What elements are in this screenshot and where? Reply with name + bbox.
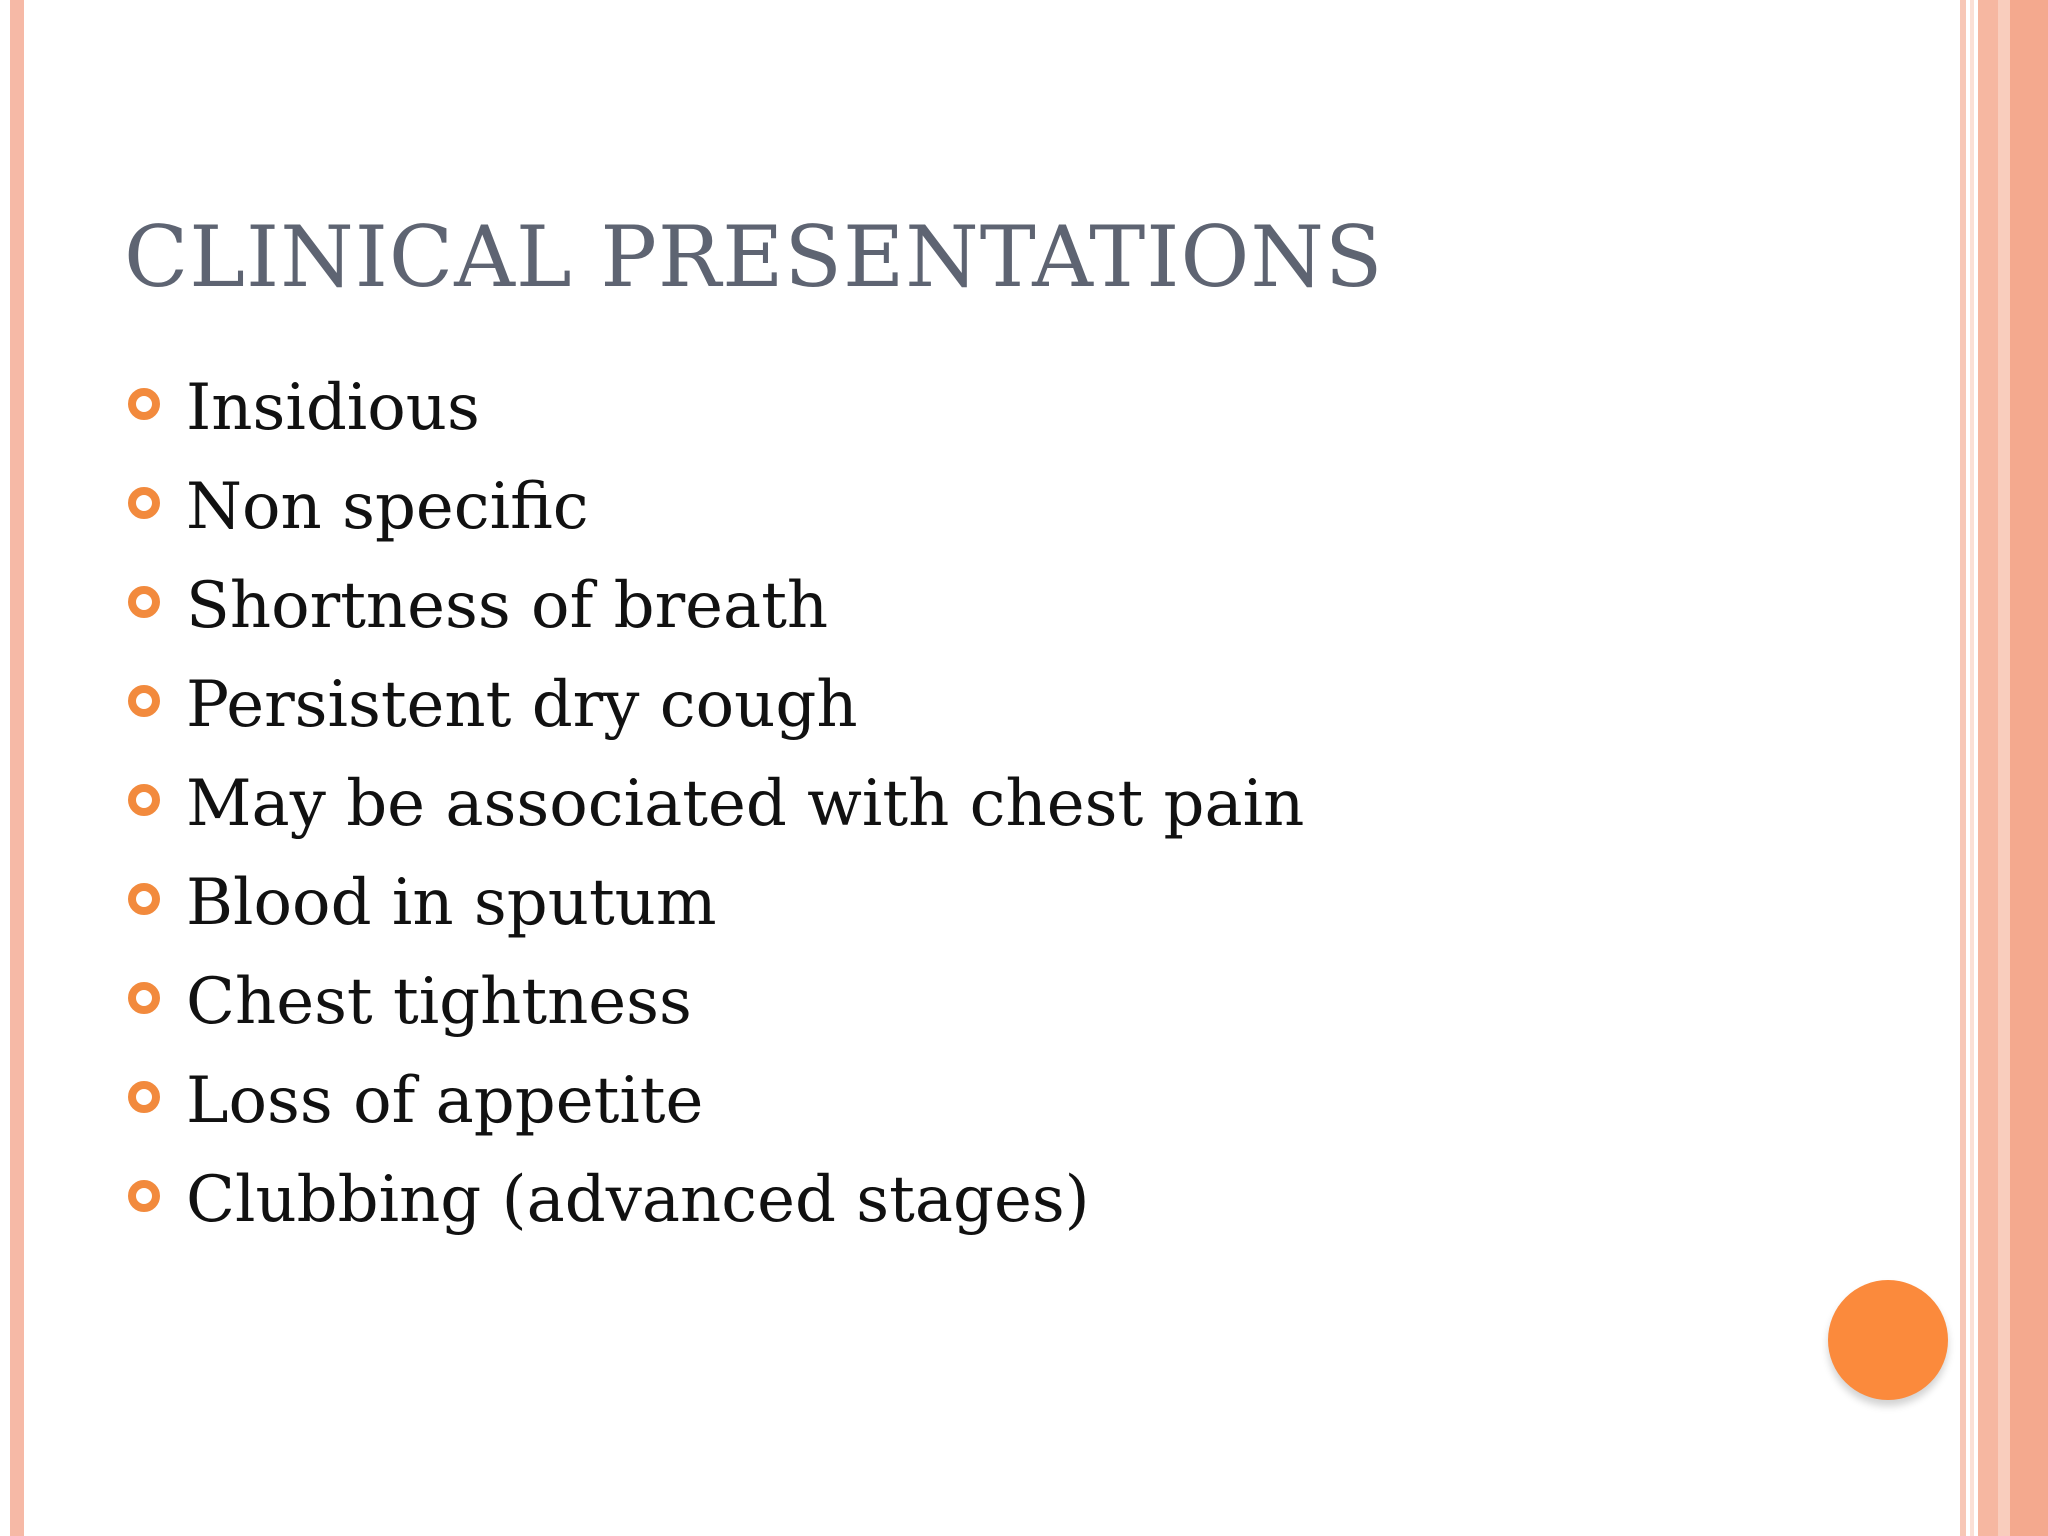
bullet-item [124, 368, 1304, 467]
right-border-stripe [1970, 0, 1974, 1536]
hollow-circle-bullet-icon [128, 586, 160, 618]
right-border-stripe [1998, 0, 2010, 1536]
hollow-circle-bullet-icon [128, 982, 160, 1014]
bullet-item [124, 962, 1304, 1061]
bullet-text: Clubbing (advanced stages) [186, 1163, 1090, 1237]
hollow-circle-bullet-icon [128, 1081, 160, 1113]
hollow-circle-bullet-icon [128, 388, 160, 420]
bullet-item [124, 467, 1304, 566]
right-border-stripe [1960, 0, 1966, 1536]
bullet-item [124, 1061, 1304, 1160]
bullet-text: Persistent dry cough [186, 668, 858, 742]
bullet-text: Shortness of breath [186, 569, 829, 643]
hollow-circle-bullet-icon [128, 883, 160, 915]
bullet-text: Chest tightness [186, 965, 692, 1039]
bullet-text: Insidious [186, 371, 480, 445]
bullet-text: Blood in sputum [186, 866, 717, 940]
hollow-circle-bullet-icon [128, 784, 160, 816]
bullet-item [124, 566, 1304, 665]
bullet-item [124, 764, 1304, 863]
bullet-text: May be associated with chest pain [186, 767, 1305, 841]
right-border-stripe [2010, 0, 2048, 1536]
bullet-item [124, 1160, 1304, 1259]
bullet-item [124, 665, 1304, 764]
orange-circle-icon [1828, 1280, 1948, 1400]
left-border-stripe [10, 0, 24, 1536]
bullet-item [124, 863, 1304, 962]
hollow-circle-bullet-icon [128, 487, 160, 519]
slide-title: CLINICAL PRESENTATIONS [124, 208, 1384, 306]
right-border-stripe [1978, 0, 1998, 1536]
bullet-text: Loss of appetite [186, 1064, 704, 1138]
hollow-circle-bullet-icon [128, 685, 160, 717]
hollow-circle-bullet-icon [128, 1180, 160, 1212]
bullet-list [124, 368, 1304, 1259]
bullet-text: Non specific [186, 470, 589, 544]
